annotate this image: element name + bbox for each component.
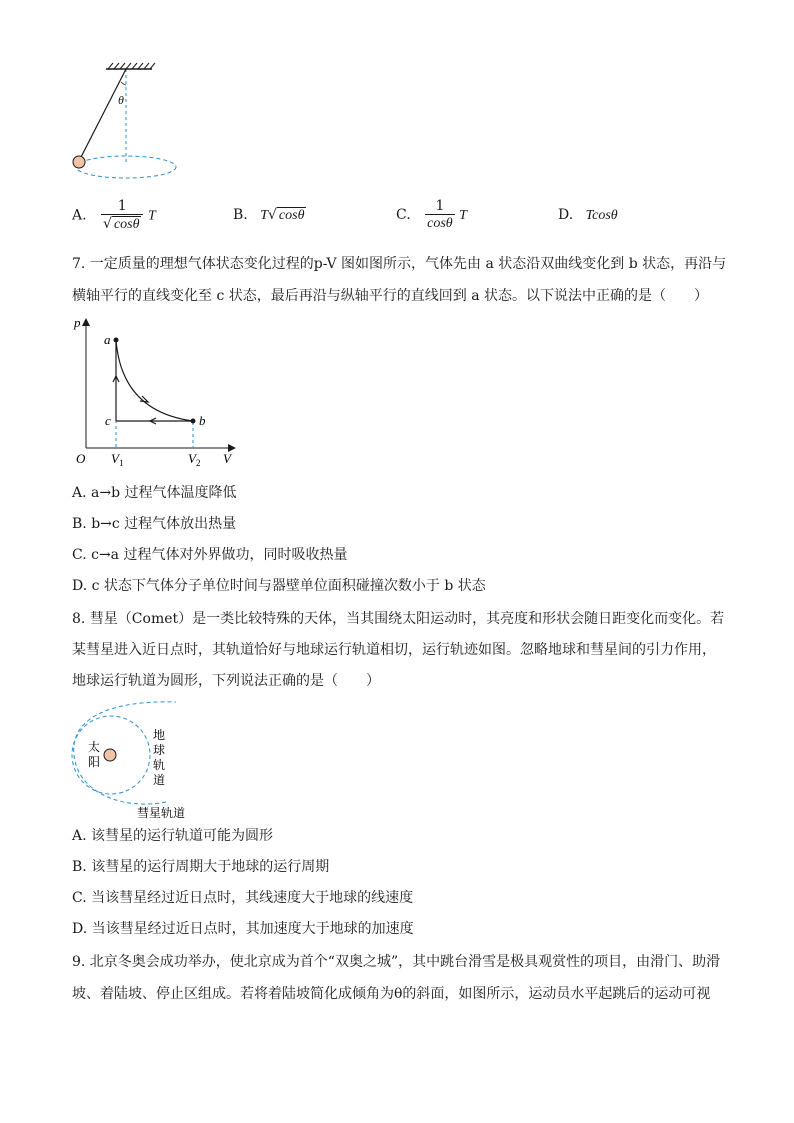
q6-option-c: C. $\frac{1}{\cos\theta}$ T [396,198,467,231]
v-axis-label: V [223,451,231,466]
q6-option-b: B. T√ cosθ [233,207,305,223]
q8-stem-line-3: 地球运行轨道为圆形，下列说法正确的是（ ） [72,673,380,689]
q9-stem-line-2: 坡、着陆坡、停止区组成。若将着陆坡简化成倾角为θ的斜面，如图所示，运动员水平起跳后的运动可视 [72,986,711,1002]
label-a: a [104,332,111,347]
fraction: $\frac{1}{\cos\theta}$ [427,198,453,231]
sun-label-1: 太 [88,740,101,754]
earth-orbit-label-2: 球 [153,743,166,757]
q8-option-d: D. 当该彗星经过近日点时，其加速度大于地球的加速度 [72,921,414,937]
q7-option-b: B. b→c 过程气体放出热量 [72,516,237,532]
q8-stem-line-1: 8. 彗星（Comet）是一类比较特殊的天体，当其围绕太阳运动时，其亮度和形状会随日距变化而变化。若 [72,611,725,627]
earth-orbit-label-3: 轨 [153,758,166,772]
sun [104,749,116,761]
q8-stem-line-2: 某彗星进入近日点时，其轨道恰好与地球运行轨道相切，运行轨迹如图。忽略地球和彗星间的引力作用， [72,642,716,658]
angle-label: θ [118,93,124,107]
q8-option-b: B. 该彗星的运行周期大于地球的运行周期 [72,859,330,875]
q9-stem-line-1: 9. 北京冬奥会成功举办，使北京成为首个“双奥之城”，其中跳台滑雪是极具观赏性的项目，由滑门、助滑 [72,954,721,970]
q7-option-d: D. c 状态下气体分子单位时间与器壁单位面积碰撞次数小于 b 状态 [72,578,486,594]
angle-arc [121,82,126,85]
sqrt-denominator: √ cosθ [101,214,143,233]
label-b: b [199,413,206,428]
fraction: $\frac{1}{√ \cos\theta}$ [101,198,143,233]
label-c: c [105,413,111,428]
conical-pendulum-figure [66,58,186,188]
ceiling-hatching [108,63,155,69]
point-a [114,338,119,343]
pv-graph [68,310,243,470]
sun-label-2: 阳 [88,755,101,769]
q7-option-a: A. a→b 过程气体温度降低 [72,485,237,501]
pendulum-bob [73,156,85,168]
comet-orbit-label: 彗星轨道 [137,806,186,820]
q6-option-d: D. Tcosθ [558,207,618,223]
q6-option-a: A. $\frac{1}{√ \cos\theta}$ T [72,198,156,232]
comet-orbit-figure [66,700,206,825]
q8-option-a: A. 该彗星的运行轨道可能为圆形 [72,828,274,844]
label-v1: $V_1$ [111,451,124,468]
hyperbola-ab [116,340,193,421]
q7-stem-line-1: 7. 一定质量的理想气体状态变化过程的p-V 图如图所示，气体先由 a 状态沿双曲线变化到 b 状态，再沿与 [72,256,727,272]
q7-option-c: C. c→a 过程气体对外界做功，同时吸收热量 [72,547,348,563]
p-axis-label: p [74,315,81,330]
origin-label: O [76,451,86,466]
earth-orbit-label-1: 地 [153,728,166,742]
point-b [191,419,196,424]
q8-option-c: C. 当该彗星经过近日点时，其线速度大于地球的线速度 [72,890,414,906]
q7-stem-line-2: 横轴平行的直线变化至 c 状态，最后再沿与纵轴平行的直线回到 a 状态。以下说法中正确的是（ ） [72,288,708,304]
pendulum-string [79,69,126,161]
label-v2: $V_2$ [188,451,201,468]
earth-orbit-label-4: 道 [153,773,166,787]
